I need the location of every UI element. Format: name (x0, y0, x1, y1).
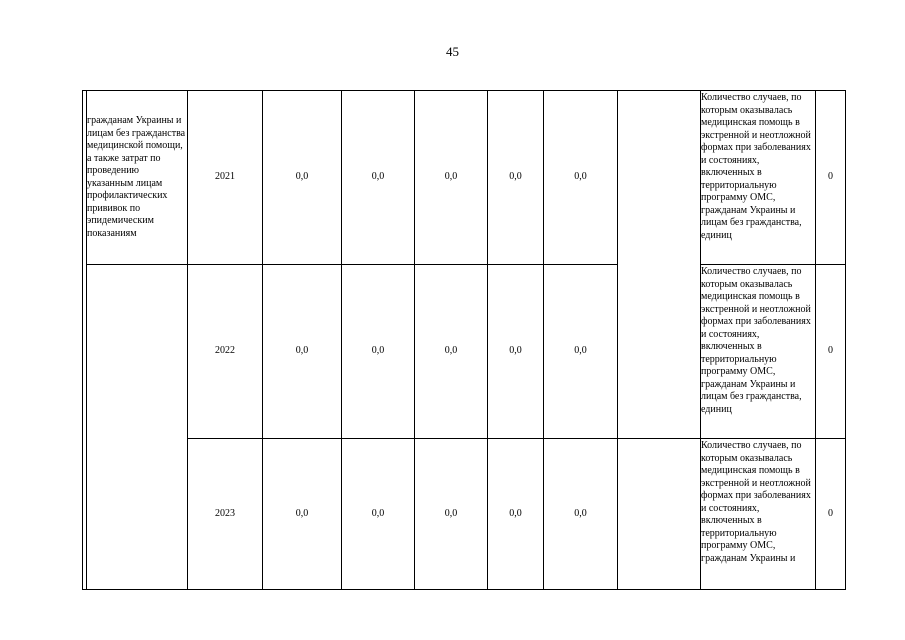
program-table (82, 90, 846, 590)
year-cell: 2022 (188, 265, 263, 439)
value-cell: 0,0 (415, 439, 488, 590)
description-cell (87, 91, 188, 265)
result-cell: 0 (816, 439, 846, 590)
value-cell: 0,0 (415, 91, 488, 265)
result-cell: 0 (816, 91, 846, 265)
indicator-text: Количество случаев, по которым оказывалась медицинская помощь в экстренной и неотложной формах при заболеваниях и состояниях, включенных в территориальную программу ОМС, гражданам Украины и лицам без гражданства, единиц (701, 266, 811, 415)
indicator-text: Количество случаев, по которым оказывалась медицинская помощь в экстренной и неотложной формах при заболеваниях и состояниях, включенных в территориальную программу ОМС, гражданам Украины и лицам без гражданства, единиц (701, 92, 811, 241)
indicator-cell (701, 265, 816, 439)
description-text: гражданам Украины и лицам без гражданства медицинской помощи, а также затрат по проведению указанным лицам профилактических прививок по эпидемическим показаниям (87, 115, 186, 239)
year-cell: 2021 (188, 91, 263, 265)
page-number: 45 (446, 44, 459, 59)
blank-cell (618, 439, 701, 590)
value-cell: 0,0 (342, 265, 415, 439)
value-cell: 0,0 (488, 91, 544, 265)
indicator-cell (701, 91, 816, 265)
value-cell: 0,0 (488, 439, 544, 590)
value-cell: 0,0 (342, 91, 415, 265)
value-cell: 0,0 (488, 265, 544, 439)
indicator-text: Количество случаев, по которым оказывалась медицинская помощь в экстренной и неотложной формах при заболеваниях и состояниях, включенных в территориальную программу ОМС, гражданам Украины и (701, 440, 811, 564)
description-continuation-cell (87, 265, 188, 590)
value-cell: 0,0 (263, 265, 342, 439)
table-row (83, 91, 846, 265)
value-cell: 0,0 (263, 439, 342, 590)
blank-cell (618, 91, 701, 439)
table-row (83, 439, 846, 590)
indicator-cell (701, 439, 816, 590)
table-row (83, 265, 846, 439)
value-cell: 0,0 (415, 265, 488, 439)
value-cell: 0,0 (544, 91, 618, 265)
year-cell: 2023 (188, 439, 263, 590)
value-cell: 0,0 (342, 439, 415, 590)
result-cell: 0 (816, 265, 846, 439)
value-cell: 0,0 (263, 91, 342, 265)
value-cell: 0,0 (544, 439, 618, 590)
value-cell: 0,0 (544, 265, 618, 439)
